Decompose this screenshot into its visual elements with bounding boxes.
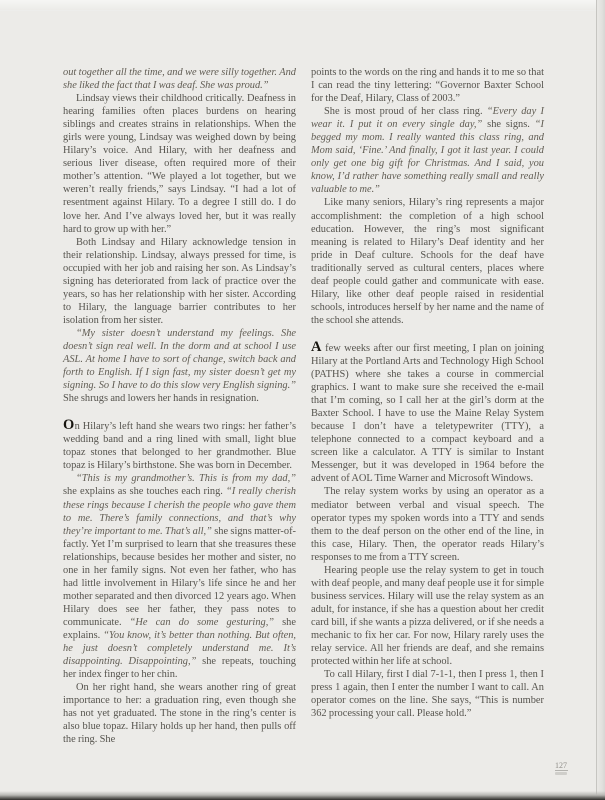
body-text: Lindsay views their childhood critically. Deafness in hearing families often places burdens on hearing siblings and creates strains in relationships. When the girls were young, Lindsay was weighed down by being Hilary’s voice. And Hilary, with her deafness and serious liver disease, often required more of their mother’s attention. “We played a lot together, but we weren’t really friends,” says Lindsay. “I had a lot of resentment against Hilary. To a degree I still do. I do love her. And I’ve always loved her, but it was really hard to grow up with her.” — [63, 93, 296, 235]
paragraph — [311, 485, 544, 563]
folio-rule — [555, 770, 568, 771]
signed-quote-text: “You know, it’s better than nothing. But often, he just doesn’t completely understand me. It’s disappointing. Disappointing,” — [63, 629, 296, 668]
body-text: On her right hand, she wears another ring of great importance to her: a graduation ring, even though she has not yet graduated. The stone in the ring’s center is also blue topaz. Hilary holds up her hand, then pulls off the ring. She — [63, 682, 296, 746]
drop-cap: A — [311, 338, 322, 355]
folio-showthrough-smudge — [555, 772, 567, 775]
signed-quote-text: “This is my grandmother’s. This is from my dad,” — [76, 473, 296, 485]
body-text: She shrugs and lowers her hands in resignation. — [63, 393, 259, 405]
paragraph — [63, 236, 296, 327]
page-edge-top — [0, 0, 605, 11]
page-edge-shadow-right — [596, 0, 605, 800]
body-text: she repeats, touching her index finger to her chin. — [63, 656, 296, 681]
body-text: To call Hilary, first I dial 7-1-1, then I press 1, then I press 1 again, then I enter the number I want to call. An operator comes on the line. She says, “This is number 362 processing your call. Please hold.” — [311, 669, 544, 720]
paragraph — [311, 105, 544, 196]
paragraph — [63, 681, 296, 746]
paragraph — [63, 418, 296, 472]
body-text: she explains as she touches each ring. — [63, 486, 227, 498]
paragraph — [311, 66, 544, 105]
paragraph — [63, 327, 296, 405]
right-column — [311, 66, 544, 720]
paragraph — [311, 564, 544, 668]
paragraph — [311, 196, 544, 326]
body-text: points to the words on the ring and hands it to me so that I can read the tiny lettering: “Governor Baxter School for the Deaf, Hilary, Class of 2003.” — [311, 67, 544, 105]
signed-quote-text: “I begged my mom. I really wanted this class ring, and Mom said, ‘Fine.’ And finally, I got it last year. I could only get one big gift for Christmas. And I said, you know, I’d rather have something really small and really valuable to me.” — [311, 119, 544, 196]
paragraph — [63, 66, 296, 92]
page-number: 127 — [555, 761, 567, 770]
body-text: she signs. — [482, 119, 535, 131]
body-text: She is most proud of her class ring. — [324, 106, 487, 118]
body-text: The relay system works by using an operator as a mediator between verbal and visual speech. The operator types my spoken words into a TTY and sends them to the deaf person on the other end of the line, in this case, Hilary. Then, the operator reads Hilary’s responses to me from a TTY screen. — [311, 486, 544, 563]
paragraph — [63, 472, 296, 681]
body-text: Like many seniors, Hilary’s ring represents a major accomplishment: the completion of a high school education. However, the ring’s most significant meaning is related to Hilary’s Deaf identity and her pride in Deaf culture. Schools for the deaf have traditionally served as cultural centers, places where deaf people could gather and communicate with ease. Hilary, like other deaf people raised in residential schools, introduces herself by her name and the name of the school she attends. — [311, 197, 544, 326]
body-text: she signs matter-of-factly. Yet I’m surprised to learn that she treasures these relationships, because besides her mother and sister, no one in her family signs. Not even her father, who has had little involvement in Hilary’s life since he and her mother separated and then divorced 12 years ago. When Hilary does see her father, they pass notes to communicate. — [63, 525, 296, 628]
drop-cap: O — [63, 417, 75, 434]
signed-quote-text: “I really cherish these rings because I cherish the people who gave them to me. There’s family connections, and that’s why they’re important to me. That’s all,” — [63, 486, 296, 537]
body-text: Hearing people use the relay system to get in touch with deaf people, and many deaf people use it for simple business services. Hilary will use the relay system as an adult, for instance, if she has a question about her credit card bill, if she wants a pizza delivered, or if she needs a mechanic to fix her car. For now, Hilary rarely uses the relay service. All her friends are deaf, and she remains protected within her life at school. — [311, 564, 544, 668]
signed-quote-text: out together all the time, and we were silly together. And she liked the fact that I was deaf. She was proud.” — [63, 67, 296, 92]
signed-quote-text: “Every day I wear it. I put it on every single day,” — [311, 106, 544, 131]
paragraph — [63, 92, 296, 236]
body-text: few weeks after our first meeting, I plan on joining Hilary at the Portland Arts and Technology High School (PATHS) where she takes a course in commercial graphics. I want to make sure she received the e-mail that I’m coming, so I call her at the girl’s dorm at the Baxter School. I have to use the Maine Relay System because I don’t have a teletypewriter (TTY), a telephone connected to a compact keyboard and a screen like a calculator. A TTY is similar to Instant Messenger, but it was developed in 1964 before the advent of AOL Time Warner and Microsoft Windows. — [311, 342, 544, 485]
paragraph — [311, 668, 544, 720]
body-text: n Hilary’s left hand she wears two rings: her father’s wedding band and a ring lined with small, light blue topaz stones that belonged to her grandmother. Blue topaz is Hilary’s birthstone. She was born in December. — [63, 421, 296, 472]
signed-quote-text: “He can do some gesturing,” — [129, 616, 275, 628]
page-edge-shadow-bottom — [0, 791, 605, 800]
paragraph — [311, 340, 544, 486]
folio — [547, 761, 575, 775]
body-text: Both Lindsay and Hilary acknowledge tension in their relationship. Lindsay, always pressed for time, is occupied with her job and raising her son. As Lindsay’s signing has deteriorated from lack of practice over the years, so has her relationship with her sister. According to Hilary, the language barrier contributes to her isolation from her sister. — [63, 236, 296, 326]
left-column — [63, 66, 296, 746]
body-text: she explains. — [63, 616, 296, 641]
signed-quote-text: “My sister doesn’t understand my feelings. She doesn’t sign real well. In the dorm and at school I use ASL. At home I have to sort of change, switch back and forth to English. If I sign fast, my sister doesn’t get my signing. So I have to do this slow very English signing.” — [63, 327, 296, 392]
